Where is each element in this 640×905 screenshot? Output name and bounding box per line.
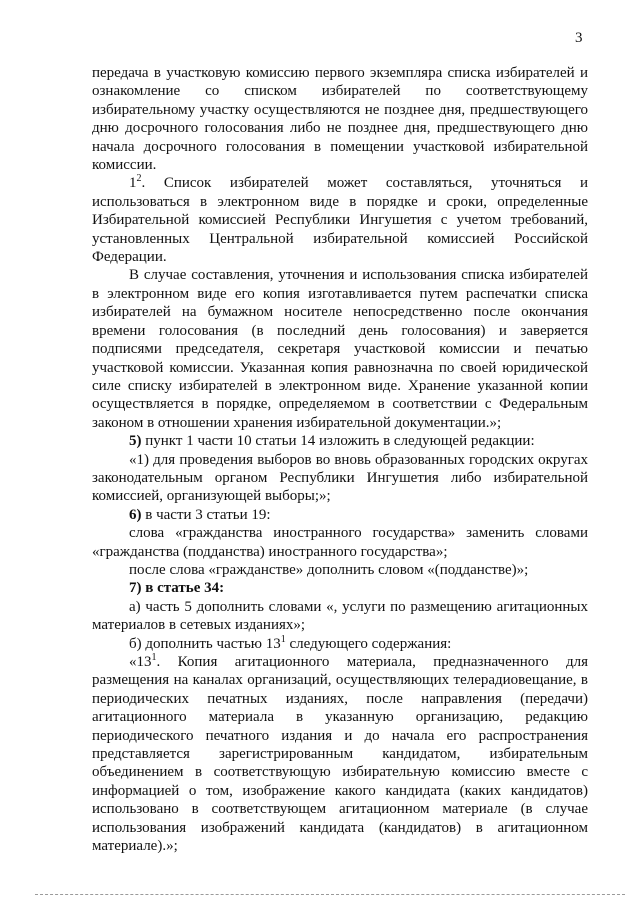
part-number-sup: 1 [151,652,157,663]
paragraph-continuation: передача в участковую комиссию первого экземпляра списка избирателей и ознакомление со списком избирателей по соответствующему избирательному участку осуществляются не позднее дня, предшествующего дню досрочного голосования либо не позднее дня, предшествующего дню начала досрочного голосования в помещении участковой избирательной комиссии. [92,65,588,174]
item-text-pre: б) дополнить частью 13 [129,635,281,652]
item-6 [92,506,588,524]
item-text: в части 3 статьи 19: [141,506,271,523]
item-6-after-word: после слова «гражданстве» дополнить словом «(подданстве)»; [129,561,529,578]
item-text-post: следующего содержания: [285,635,452,652]
item-5-text: «1) для проведения выборов во вновь образованных городских округах законодательным органом Республики Ингушетия либо избирательной комиссией, организующей выборы;»; [92,451,588,505]
paragraph-number: 1 [129,175,137,192]
document-body [92,64,588,855]
item-7-b [92,635,588,653]
footer-divider [35,894,625,895]
paragraph-1-2 [92,174,588,266]
paragraph-electronic-copy: В случае составления, уточнения и использования списка избирателей в электронном виде его копия изготавливается путем распечатки списка избирателей на бумажном носителе непосредственно после окончания времени голосования (в последний день голосования) и заверяется подписями председателя, секретаря участковой комиссии и печатью участковой комиссии. Указанная копия равнозначна по своей юридической силе списку избирателей в электронном виде. Хранение указанной копии осуществляется в порядке, определяемом в соответствии с Федеральным законом в отношении хранения избирательной документации.»; [92,267,588,431]
part-text: . Копия агитационного материала, предназначенного для размещения на каналах организаций, осуществляющих телерадиовещание, в периодических печатных изданиях, после направления (передачи) агитационного материала в указанную организацию, редакцию периодического печатного издания и до начала его распространения представляется зарегистрированным кандидатом, избирательным объединением в соответствующую избирательную комиссию вместе с информацией о том, изображение какого кандидата (каких кандидатов) использовано в соответствующем агитационном материале (в случае использования изображений кандидата (кандидатов) в агитационном материале).»; [92,654,588,855]
item-7: 7) в статье 34: [129,580,225,597]
part-13-1 [92,653,588,855]
item-sup: 1 [280,633,286,645]
item-text: пункт 1 части 10 статьи 14 изложить в следующей редакции: [141,433,535,450]
part-number: «13 [129,654,152,670]
paragraph-text: . Список избирателей может составляться, уточняться и использоваться в электронном виде в порядке и сроки, определенные Избирательной комиссией Республики Ингушетия с учетом требований, установленных Центральной избирательной комиссией Российской Федерации. [92,175,588,266]
item-7-a: а) часть 5 дополнить словами «, услуги по размещению агитационных материалов в сетевых изданиях»; [92,598,588,634]
item-5 [92,432,588,450]
item-number: 5) [129,433,142,450]
item-number: 6) [129,506,142,523]
paragraph-number-sup: 2 [136,173,142,185]
item-6-words: слова «гражданства иностранного государства» заменить словами «гражданства (подданства) иностранного государства»; [92,525,588,560]
page-number: 3 [575,30,583,46]
